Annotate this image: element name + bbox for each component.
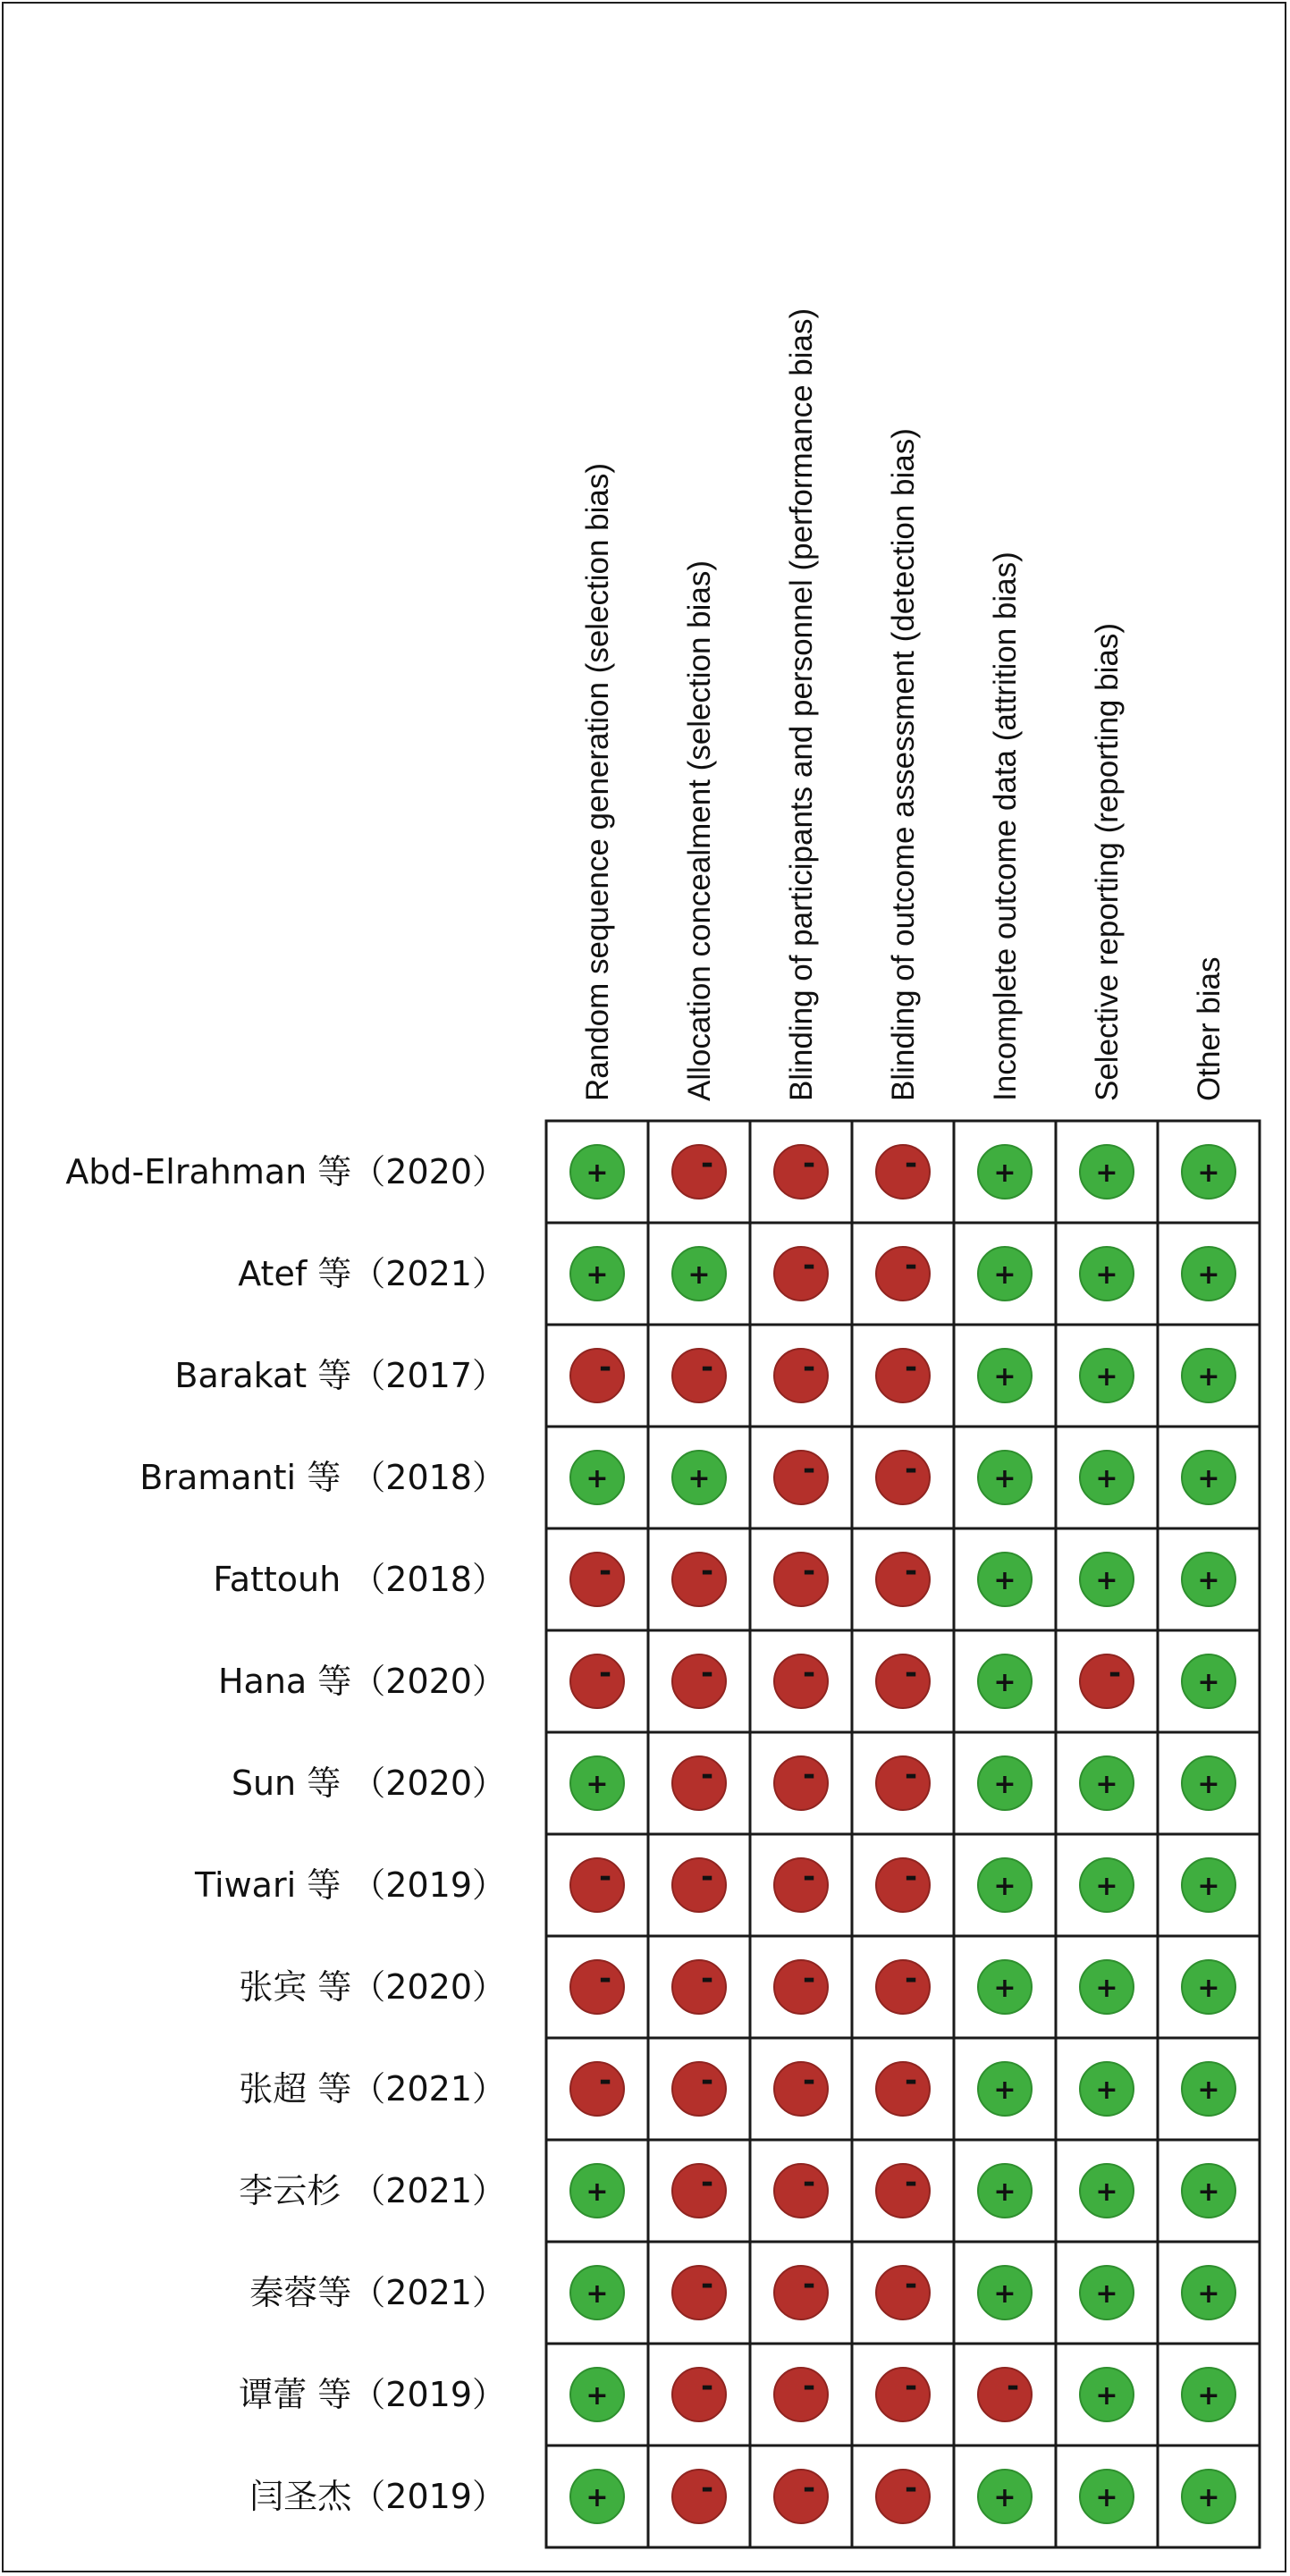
judgement-cell — [1158, 1834, 1260, 1936]
high-risk-marker — [876, 2368, 930, 2421]
plus-symbol: + — [1095, 1973, 1118, 2004]
study-label: 张超 等（2021） — [239, 2069, 506, 2109]
judgement-cell — [852, 1936, 954, 2038]
high-risk-marker — [876, 1349, 930, 1402]
minus-symbol: - — [1006, 2369, 1020, 2404]
judgement-cell — [1056, 1121, 1158, 1223]
judgement-cell — [954, 1427, 1056, 1528]
high-risk-marker — [774, 1247, 828, 1301]
plus-symbol: + — [586, 1463, 609, 1494]
high-risk-marker — [672, 1349, 726, 1402]
judgement-cell — [750, 1325, 852, 1427]
column-header-2: Blinding of participants and personnel (performance bias) — [784, 307, 819, 1101]
plus-symbol: + — [1197, 1158, 1220, 1189]
minus-symbol: - — [904, 1655, 918, 1691]
minus-symbol: - — [904, 1146, 918, 1182]
judgement-cell — [1158, 1528, 1260, 1630]
judgement-cell — [1158, 1732, 1260, 1834]
plus-symbol: + — [586, 2380, 609, 2412]
minus-symbol: - — [904, 2165, 918, 2201]
judgement-cell — [546, 1732, 648, 1834]
high-risk-marker — [774, 1451, 828, 1504]
minus-symbol: - — [904, 2369, 918, 2404]
minus-symbol: - — [802, 2165, 816, 2201]
minus-symbol: - — [904, 1553, 918, 1589]
high-risk-marker — [876, 2062, 930, 2116]
plus-symbol: + — [993, 2075, 1016, 2106]
high-risk-marker — [876, 1858, 930, 1912]
judgement-cell — [750, 2242, 852, 2344]
plus-symbol: + — [1197, 1565, 1220, 1596]
minus-symbol: - — [802, 1553, 816, 1589]
plus-symbol: + — [1095, 1259, 1118, 1291]
high-risk-marker — [570, 1349, 624, 1402]
judgement-cell — [1056, 1732, 1158, 1834]
judgement-cell — [1158, 1223, 1260, 1325]
study-label: 谭蕾 等（2019） — [239, 2375, 506, 2414]
high-risk-marker — [672, 1654, 726, 1708]
minus-symbol: - — [802, 1961, 816, 1997]
minus-symbol: - — [802, 2063, 816, 2099]
plus-symbol: + — [586, 1158, 609, 1189]
plus-symbol: + — [993, 1361, 1016, 1393]
judgement-cell — [1056, 2038, 1158, 2140]
high-risk-marker — [570, 1960, 624, 2014]
judgement-cell — [648, 1732, 750, 1834]
judgement-cell — [954, 1936, 1056, 2038]
judgement-cell — [954, 1630, 1056, 1732]
judgement-cell — [852, 1630, 954, 1732]
minus-symbol: - — [904, 2267, 918, 2302]
high-risk-marker — [774, 1349, 828, 1402]
judgement-cell — [852, 1528, 954, 1630]
judgement-cell — [954, 1325, 1056, 1427]
plus-symbol: + — [993, 1871, 1016, 1902]
minus-symbol: - — [802, 1146, 816, 1182]
plus-symbol: + — [993, 1158, 1016, 1189]
judgement-cell — [648, 1834, 750, 1936]
plus-symbol: + — [1197, 2482, 1220, 2513]
judgement-cell — [546, 1427, 648, 1528]
high-risk-marker — [876, 2470, 930, 2523]
judgement-cell — [648, 1223, 750, 1325]
minus-symbol: - — [802, 2369, 816, 2404]
high-risk-marker — [876, 1145, 930, 1199]
high-risk-marker — [570, 1654, 624, 1708]
minus-symbol: - — [700, 1146, 714, 1182]
high-risk-marker — [876, 1451, 930, 1504]
judgement-cell — [954, 1732, 1056, 1834]
plus-symbol: + — [1197, 1871, 1220, 1902]
plus-symbol: + — [586, 1769, 609, 1800]
judgement-cell — [1158, 2344, 1260, 2446]
judgement-cell — [648, 1936, 750, 2038]
plus-symbol: + — [1095, 2278, 1118, 2310]
judgement-cell — [546, 1223, 648, 1325]
high-risk-marker — [1080, 1654, 1134, 1708]
judgement-cell — [648, 1528, 750, 1630]
judgement-cell — [750, 2038, 852, 2140]
study-label: Atef 等（2021） — [238, 1254, 506, 1293]
judgement-cell — [648, 1121, 750, 1223]
plus-symbol: + — [1095, 1463, 1118, 1494]
high-risk-marker — [774, 2470, 828, 2523]
minus-symbol: - — [700, 1757, 714, 1793]
minus-symbol: - — [598, 1859, 612, 1895]
minus-symbol: - — [802, 1248, 816, 1284]
judgement-cell — [1158, 1630, 1260, 1732]
high-risk-marker — [774, 2266, 828, 2319]
judgement-cell — [852, 1834, 954, 1936]
judgement-cell — [852, 1223, 954, 1325]
judgement-cell — [648, 1325, 750, 1427]
judgement-cell — [750, 1528, 852, 1630]
high-risk-marker — [774, 2368, 828, 2421]
minus-symbol: - — [700, 2369, 714, 2404]
plus-symbol: + — [687, 1463, 711, 1494]
plus-symbol: + — [1197, 2075, 1220, 2106]
judgement-cell — [750, 2140, 852, 2242]
judgement-cell — [852, 2242, 954, 2344]
high-risk-marker — [672, 1756, 726, 1810]
judgement-cell — [750, 2446, 852, 2547]
high-risk-marker — [774, 1654, 828, 1708]
high-risk-marker — [672, 2470, 726, 2523]
judgement-cell — [1056, 2242, 1158, 2344]
judgement-cell — [1056, 1834, 1158, 1936]
judgement-cell — [546, 1121, 648, 1223]
judgement-cell — [546, 2038, 648, 2140]
judgement-cell — [1056, 1630, 1158, 1732]
plus-symbol: + — [993, 1259, 1016, 1291]
judgement-cell — [648, 2242, 750, 2344]
high-risk-marker — [672, 1858, 726, 1912]
judgement-cell — [1056, 2344, 1158, 2446]
high-risk-marker — [672, 2062, 726, 2116]
judgement-cell — [852, 1121, 954, 1223]
judgement-cell — [852, 2344, 954, 2446]
high-risk-marker — [876, 1553, 930, 1606]
study-label: Fattouh （2018） — [213, 1560, 506, 1599]
judgement-cell — [546, 1834, 648, 1936]
column-header-4: Incomplete outcome data (attrition bias) — [988, 551, 1023, 1101]
minus-symbol: - — [802, 1859, 816, 1895]
judgement-cell — [648, 1630, 750, 1732]
judgement-cell — [546, 2446, 648, 2547]
judgement-cell — [852, 2038, 954, 2140]
plus-symbol: + — [1197, 1769, 1220, 1800]
study-label: Sun 等 （2020） — [231, 1764, 506, 1803]
plus-symbol: + — [586, 2482, 609, 2513]
plus-symbol: + — [1197, 1259, 1220, 1291]
minus-symbol: - — [904, 1452, 918, 1487]
plus-symbol: + — [1197, 1463, 1220, 1494]
judgement-cell — [546, 2140, 648, 2242]
column-header-3: Blinding of outcome assessment (detection bias) — [886, 428, 921, 1101]
plus-symbol: + — [1095, 1871, 1118, 1902]
column-headers — [580, 308, 1227, 1101]
minus-symbol: - — [1108, 1655, 1122, 1691]
high-risk-marker — [978, 2368, 1032, 2421]
minus-symbol: - — [700, 1961, 714, 1997]
judgement-cell — [954, 2446, 1056, 2547]
judgement-cell — [648, 2140, 750, 2242]
minus-symbol: - — [904, 1350, 918, 1385]
column-header-5: Selective reporting (reporting bias) — [1090, 623, 1125, 1101]
study-label: Bramanti 等 （2018） — [139, 1458, 506, 1497]
judgement-cell — [954, 2344, 1056, 2446]
study-label: 闫圣杰（2019） — [249, 2477, 506, 2516]
minus-symbol: - — [700, 1859, 714, 1895]
plus-symbol: + — [586, 2278, 609, 2310]
study-label: 李云杉 （2021） — [239, 2171, 506, 2210]
column-header-0: Random sequence generation (selection bias) — [580, 462, 615, 1101]
judgement-cell — [1158, 1325, 1260, 1427]
judgement-cell — [1056, 2446, 1158, 2547]
minus-symbol: - — [802, 1452, 816, 1487]
minus-symbol: - — [700, 2471, 714, 2506]
judgement-cell — [648, 2446, 750, 2547]
plus-symbol: + — [1095, 2380, 1118, 2412]
judgement-cell — [852, 2446, 954, 2547]
plus-symbol: + — [1095, 2482, 1118, 2513]
plus-symbol: + — [993, 1769, 1016, 1800]
plus-symbol: + — [1197, 1973, 1220, 2004]
minus-symbol: - — [904, 2063, 918, 2099]
plus-symbol: + — [1197, 1667, 1220, 1698]
plus-symbol: + — [1197, 2176, 1220, 2208]
judgement-cell — [750, 2344, 852, 2446]
study-label: 张宾 等（2020） — [239, 1967, 506, 2007]
judgement-cell — [648, 2344, 750, 2446]
high-risk-marker — [774, 1960, 828, 2014]
judgement-cell — [1158, 2038, 1260, 2140]
judgement-cell — [954, 1121, 1056, 1223]
minus-symbol: - — [598, 1350, 612, 1385]
minus-symbol: - — [700, 2063, 714, 2099]
judgement-cell — [750, 1121, 852, 1223]
plus-symbol: + — [1095, 1565, 1118, 1596]
judgement-cell — [1158, 1427, 1260, 1528]
high-risk-marker — [672, 2164, 726, 2218]
judgement-cell — [546, 2242, 648, 2344]
high-risk-marker — [876, 2266, 930, 2319]
high-risk-marker — [774, 1756, 828, 1810]
minus-symbol: - — [802, 2471, 816, 2506]
judgement-cell — [852, 1325, 954, 1427]
study-label: Barakat 等（2017） — [174, 1356, 506, 1395]
judgement-cells — [546, 1121, 1260, 2547]
judgement-cell — [852, 1732, 954, 1834]
high-risk-marker — [672, 1553, 726, 1606]
minus-symbol: - — [904, 1248, 918, 1284]
minus-symbol: - — [700, 1350, 714, 1385]
judgement-cell — [954, 1528, 1056, 1630]
minus-symbol: - — [700, 2165, 714, 2201]
judgement-cell — [1056, 1223, 1158, 1325]
judgement-cell — [954, 2038, 1056, 2140]
judgement-cell — [546, 1936, 648, 2038]
judgement-cell — [546, 2344, 648, 2446]
minus-symbol: - — [700, 1553, 714, 1589]
high-risk-marker — [774, 2164, 828, 2218]
judgement-cell — [750, 1834, 852, 1936]
plus-symbol: + — [586, 2176, 609, 2208]
high-risk-marker — [876, 1247, 930, 1301]
judgement-cell — [546, 1528, 648, 1630]
plus-symbol: + — [993, 1463, 1016, 1494]
plus-symbol: + — [1095, 1769, 1118, 1800]
minus-symbol: - — [802, 1757, 816, 1793]
judgement-cell — [954, 1223, 1056, 1325]
minus-symbol: - — [802, 2267, 816, 2302]
judgement-cell — [1158, 1936, 1260, 2038]
judgement-cell — [1158, 2140, 1260, 2242]
judgement-cell — [1056, 1427, 1158, 1528]
high-risk-marker — [774, 1145, 828, 1199]
plus-symbol: + — [993, 2176, 1016, 2208]
study-label: Hana 等（2020） — [217, 1662, 506, 1701]
high-risk-marker — [876, 1960, 930, 2014]
judgement-cell — [954, 1834, 1056, 1936]
judgement-cell — [546, 1325, 648, 1427]
minus-symbol: - — [598, 1961, 612, 1997]
high-risk-marker — [876, 2164, 930, 2218]
minus-symbol: - — [598, 2063, 612, 2099]
judgement-cell — [1056, 1528, 1158, 1630]
plus-symbol: + — [993, 1667, 1016, 1698]
high-risk-marker — [570, 1553, 624, 1606]
plus-symbol: + — [993, 2278, 1016, 2310]
judgement-cell — [1158, 2446, 1260, 2547]
plus-symbol: + — [1095, 1361, 1118, 1393]
study-label: Tiwari 等 （2019） — [194, 1865, 506, 1905]
judgement-cell — [546, 1630, 648, 1732]
judgement-cell — [852, 2140, 954, 2242]
high-risk-marker — [774, 2062, 828, 2116]
high-risk-marker — [672, 1960, 726, 2014]
judgement-cell — [750, 1427, 852, 1528]
plus-symbol: + — [1095, 2176, 1118, 2208]
high-risk-marker — [774, 1858, 828, 1912]
minus-symbol: - — [802, 1655, 816, 1691]
minus-symbol: - — [904, 2471, 918, 2506]
high-risk-marker — [570, 2062, 624, 2116]
judgement-cell — [750, 1223, 852, 1325]
plus-symbol: + — [993, 1565, 1016, 1596]
plus-symbol: + — [1197, 1361, 1220, 1393]
minus-symbol: - — [904, 1859, 918, 1895]
column-header-1: Allocation concealment (selection bias) — [682, 560, 717, 1101]
plus-symbol: + — [1095, 1158, 1118, 1189]
judgement-cell — [954, 2140, 1056, 2242]
judgement-cell — [750, 1936, 852, 2038]
column-header-6: Other bias — [1192, 956, 1227, 1101]
judgement-cell — [750, 1630, 852, 1732]
high-risk-marker — [570, 1858, 624, 1912]
plus-symbol: + — [1197, 2380, 1220, 2412]
minus-symbol: - — [598, 1553, 612, 1589]
judgement-cell — [648, 1427, 750, 1528]
minus-symbol: - — [904, 1961, 918, 1997]
study-label: 秦蓉等（2021） — [249, 2273, 506, 2312]
plus-symbol: + — [687, 1259, 711, 1291]
judgement-cell — [852, 1427, 954, 1528]
study-label: Abd-Elrahman 等（2020） — [65, 1152, 506, 1191]
plus-symbol: + — [586, 1259, 609, 1291]
judgement-cell — [1056, 2140, 1158, 2242]
high-risk-marker — [876, 1756, 930, 1810]
plus-symbol: + — [1095, 2075, 1118, 2106]
high-risk-marker — [672, 1145, 726, 1199]
judgement-cell — [1158, 2242, 1260, 2344]
high-risk-marker — [672, 2368, 726, 2421]
judgement-cell — [750, 1732, 852, 1834]
minus-symbol: - — [904, 1757, 918, 1793]
judgement-cell — [648, 2038, 750, 2140]
high-risk-marker — [672, 2266, 726, 2319]
minus-symbol: - — [598, 1655, 612, 1691]
judgement-cell — [1158, 1121, 1260, 1223]
plus-symbol: + — [993, 1973, 1016, 2004]
minus-symbol: - — [802, 1350, 816, 1385]
minus-symbol: - — [700, 1655, 714, 1691]
plus-symbol: + — [1197, 2278, 1220, 2310]
judgement-cell — [1056, 1325, 1158, 1427]
minus-symbol: - — [700, 2267, 714, 2302]
high-risk-marker — [774, 1553, 828, 1606]
study-labels — [65, 1152, 506, 2516]
judgement-cell — [1056, 1936, 1158, 2038]
judgement-cell — [954, 2242, 1056, 2344]
high-risk-marker — [876, 1654, 930, 1708]
plus-symbol: + — [993, 2482, 1016, 2513]
